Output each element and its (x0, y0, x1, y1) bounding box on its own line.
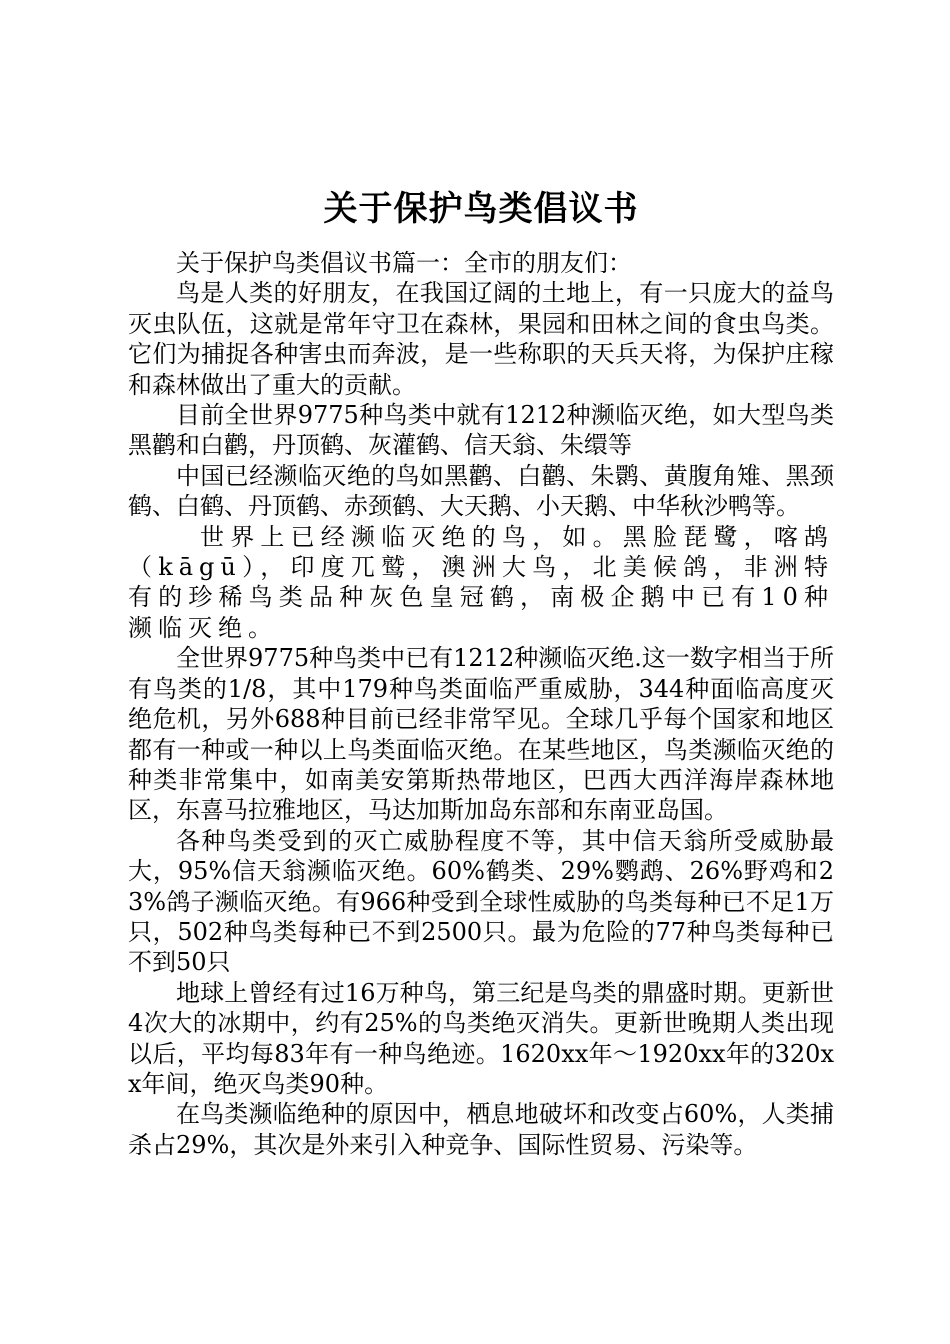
paragraph-threat-levels: 各种鸟类受到的灭亡威胁程度不等，其中信天翁所受威胁最大，95%信天翁濒临灭绝。60%鹤类、29%鹦鹉、26%野鸡和23%鸽子濒临灭绝。有966种受到全球性威胁的鸟类每种已不足1万只，502种鸟类每种已不到2500只。最为危险的77种鸟类每种已不到50只 (128, 826, 834, 977)
paragraph-birds-friends: 鸟是人类的好朋友，在我国辽阔的土地上，有一只庞大的益鸟灭虫队伍，这就是常年守卫在森林，果园和田林之间的食虫鸟类。它们为捕捉各种害虫而奔波，是一些称职的天兵天将，为保护庄稼和森林做出了重大的贡献。 (128, 279, 834, 399)
paragraph-history: 地球上曾经有过16万种鸟，第三纪是鸟类的鼎盛时期。更新世4次大的冰期中，约有25%的鸟类绝灭消失。更新世晚期人类出现以后，平均每83年有一种鸟绝迹。1620xx年～1920xx年的320xx年间，绝灭鸟类90种。 (128, 978, 834, 1098)
paragraph-china-endangered: 中国已经濒临灭绝的鸟如黑鹳、白鹳、朱鹮、黄腹角雉、黑颈鹤、白鹤、丹顶鹤、赤颈鹤、大天鹅、小天鹅、中华秋沙鸭等。 (128, 461, 834, 521)
paragraph-world-endangered: 目前全世界9775种鸟类中就有1212种濒临灭绝，如大型鸟类黑鹳和白鹳，丹顶鹤、灰灌鹤、信天翁、朱缳等 (128, 401, 834, 460)
document-title: 关于保护鸟类倡议书 (323, 189, 639, 229)
paragraph-world-examples: 世界上已经濒临灭绝的鸟，如。黑脸琵鹭，喀鸪（kāgū），印度兀鹫，澳洲大鸟，北美候鸽，非洲特有的珍稀鸟类品种灰色皇冠鹤，南极企鹅中已有10种濒临灭绝。 (128, 522, 834, 642)
paragraph-statistics: 全世界9775种鸟类中已有1212种濒临灭绝.这一数字相当于所有鸟类的1/8，其中179种鸟类面临严重威胁，344种面临高度灭绝危机，另外688种目前已经非常罕见。全球几乎每个国家和地区都有一种或一种以上鸟类面临灭绝。在某些地区，鸟类濒临灭绝的种类非常集中，如南美安第斯热带地区，巴西大西洋海岸森林地区，东喜马拉雅地区，马达加斯加岛东部和东南亚岛国。 (128, 644, 834, 825)
document-page (128, 186, 834, 1160)
paragraph-causes: 在鸟类濒临绝种的原因中，栖息地破坏和改变占60%，人类捕杀占29%，其次是外来引入种竞争、国际性贸易、污染等。 (128, 1100, 834, 1159)
paragraph-intro: 关于保护鸟类倡议书篇一：全市的朋友们： (176, 249, 632, 277)
